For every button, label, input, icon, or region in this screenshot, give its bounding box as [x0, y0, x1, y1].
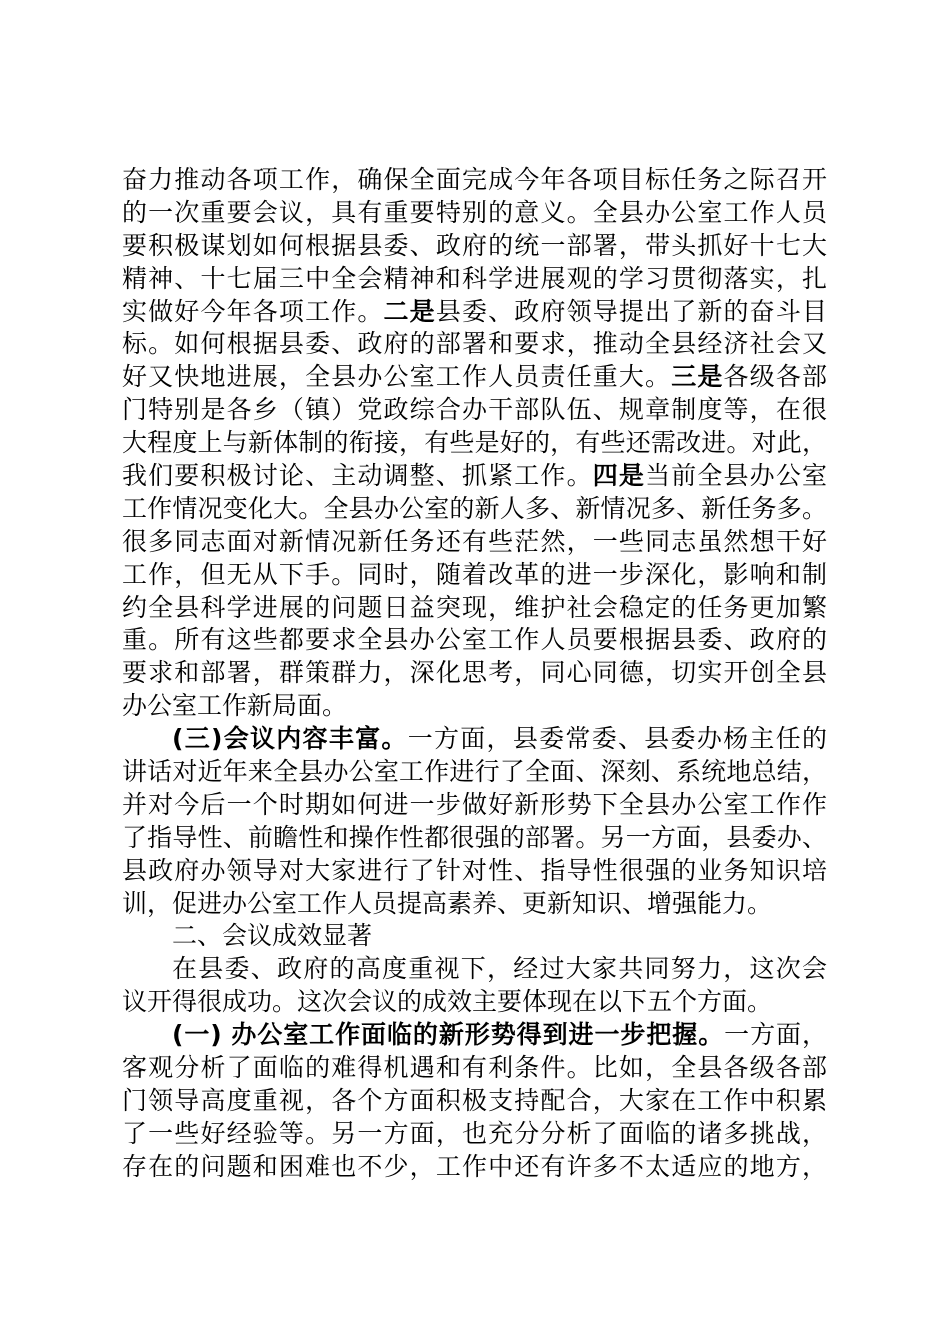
text-line	[122, 361, 827, 394]
text-segment: 标。如何根据县委、政府的部署和要求，推动全县经济社会又	[122, 329, 827, 359]
text-line	[122, 690, 827, 723]
text-segment: 各级各部	[723, 362, 827, 392]
text-line	[122, 230, 827, 263]
text-line	[122, 1118, 827, 1151]
text-segment: 大程度上与新体制的衔接，有些是好的，有些还需改进。对此，	[122, 428, 827, 458]
text-segment: 县政府办领导对大家进行了针对性、指导性很强的业务知识培	[122, 855, 827, 885]
text-line	[122, 789, 827, 822]
text-line	[122, 592, 827, 625]
text-segment: 讲话对近年来全县办公室工作进行了全面、深刻、系统地总结，	[122, 757, 827, 787]
bold-text-segment: (一) 办公室工作面临的新形势得到进一步把握。	[172, 1020, 725, 1050]
text-line	[122, 197, 827, 230]
text-segment: 很多同志面对新情况新任务还有些茫然，一些同志虽然想干好	[122, 526, 827, 556]
text-segment: 一方面，	[724, 1020, 827, 1050]
text-segment: 要求和部署，群策群力，深化思考，同心同德，切实开创全县	[122, 658, 827, 688]
text-segment: 当前全县办公室	[645, 461, 827, 491]
text-line	[122, 493, 827, 526]
text-line	[122, 1052, 827, 1085]
text-line	[122, 756, 827, 789]
text-line	[122, 296, 827, 329]
text-line	[122, 624, 827, 657]
text-line	[122, 953, 827, 986]
text-segment: 约全县科学进展的问题日益突现，维护社会稳定的任务更加繁	[122, 592, 827, 622]
text-segment: 的一次重要会议，具有重要特别的意义。全县办公室工作人员	[122, 197, 827, 227]
text-segment: 议开得很成功。这次会议的成效主要体现在以下五个方面。	[122, 987, 773, 1017]
text-line	[122, 394, 827, 427]
text-line	[122, 164, 827, 197]
text-segment: 门领导高度重视，各个方面积极支持配合，大家在工作中积累	[122, 1085, 827, 1115]
text-segment: 存在的问题和困难也不少，工作中还有许多不太适应的地方，	[122, 1151, 827, 1181]
text-segment: 客观分析了面临的难得机遇和有利条件。比如，全县各级各部	[122, 1053, 827, 1083]
text-segment: 奋力推动各项工作，确保全面完成今年各项目标任务之际召开	[122, 165, 827, 194]
text-line	[122, 1019, 827, 1052]
text-line	[122, 263, 827, 296]
bold-text-segment: 三是	[671, 362, 724, 392]
text-segment: 二、会议成效显著	[172, 921, 373, 951]
text-line	[122, 1085, 827, 1118]
text-segment: 好又快地进展，全县办公室工作人员责任重大。	[122, 362, 672, 392]
text-line	[122, 657, 827, 690]
text-segment: 门特别是各乡（镇）党政综合办干部队伍、规章制度等，在很	[122, 395, 827, 425]
text-line	[122, 328, 827, 361]
bold-text-segment: 二是	[383, 296, 436, 326]
text-segment: 重。所有这些都要求全县办公室工作人员要根据县委、政府的	[122, 625, 827, 655]
text-line	[122, 986, 827, 1019]
text-segment: 县委、政府领导提出了新的奋斗目	[435, 296, 827, 326]
text-segment: 工作情况变化大。全县办公室的新人多、新情况多、新任务多。	[122, 493, 827, 523]
text-segment: 了一些好经验等。另一方面，也充分分析了面临的诸多挑战，	[122, 1118, 827, 1148]
text-segment: 要积极谋划如何根据县委、政府的统一部署，带头抓好十七大	[122, 230, 827, 260]
document-body	[122, 164, 827, 1184]
text-line	[122, 559, 827, 592]
text-segment: 精神、十七届三中全会精神和科学进展观的学习贯彻落实，扎	[122, 263, 827, 293]
text-segment: 了指导性、前瞻性和操作性都很强的部署。另一方面，县委办、	[122, 822, 827, 852]
text-line	[122, 460, 827, 493]
text-segment: 办公室工作新局面。	[122, 691, 348, 721]
text-line	[122, 888, 827, 921]
text-segment: 并对今后一个时期如何进一步做好新形势下全县办公室工作作	[122, 789, 827, 819]
text-segment: 工作，但无从下手。同时，随着改革的进一步深化，影响和制	[122, 559, 827, 589]
text-segment: 训，促进办公室工作人员提高素养、更新知识、增强能力。	[122, 888, 773, 918]
text-line	[122, 723, 827, 756]
text-segment: 一方面，县委常委、县委办杨主任的	[407, 724, 827, 754]
text-line	[122, 920, 827, 953]
text-line	[122, 822, 827, 855]
text-line	[122, 855, 827, 888]
text-segment: 实做好今年各项工作。	[122, 296, 384, 326]
text-line	[122, 427, 827, 460]
text-segment: 我们要积极讨论、主动调整、抓紧工作。	[122, 461, 593, 491]
bold-text-segment: 四是	[592, 461, 646, 491]
text-segment: 在县委、政府的高度重视下，经过大家共同努力，这次会	[172, 954, 827, 984]
text-line	[122, 1151, 827, 1184]
bold-text-segment: (三)会议内容丰富。	[172, 724, 408, 754]
text-line	[122, 526, 827, 559]
